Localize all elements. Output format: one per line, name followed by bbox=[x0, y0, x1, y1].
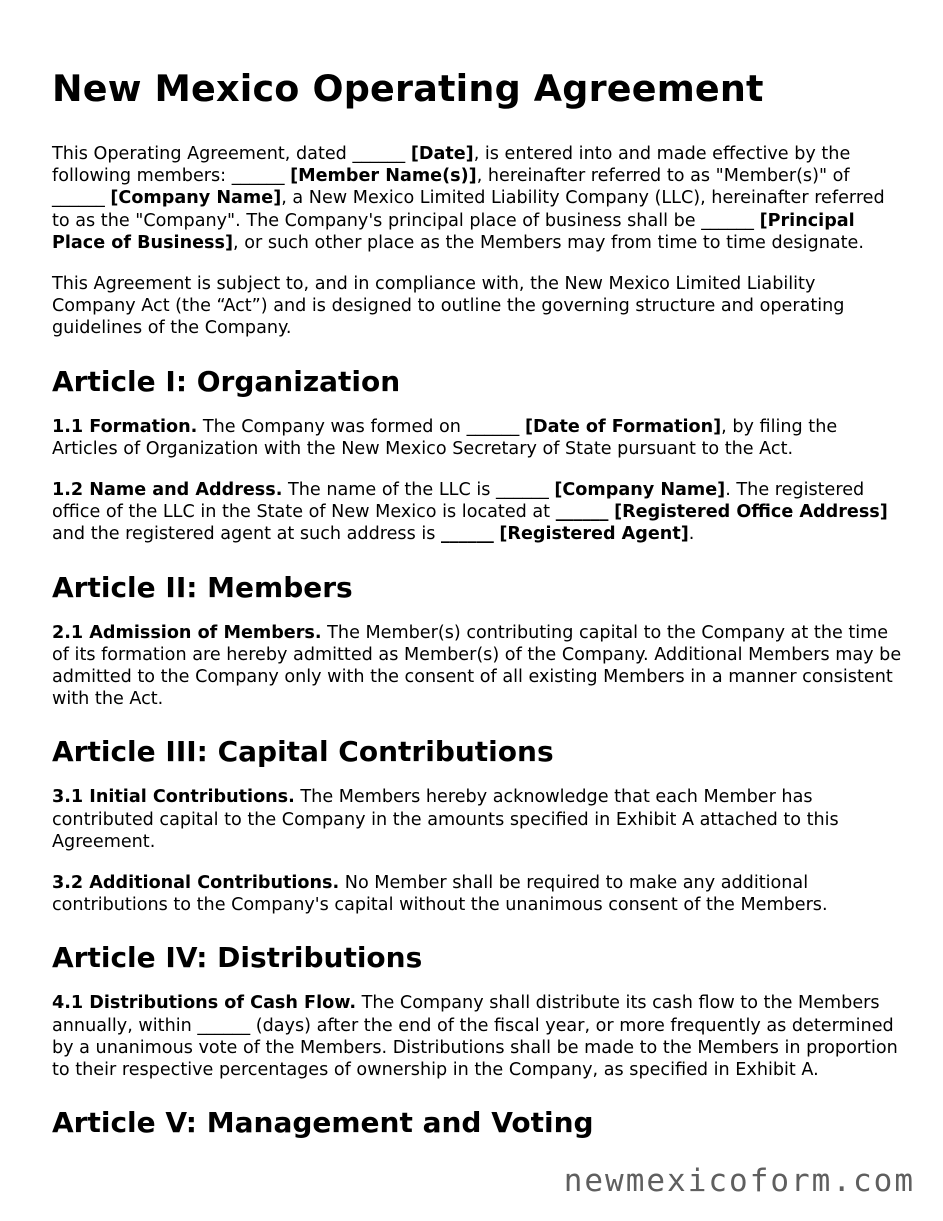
compliance-paragraph: This Agreement is subject to, and in compliance with, the New Mexico Limited Liability Company Act (the “Act”) and is designed to outline the governing structure and operating guidelines of the Company. bbox=[52, 274, 845, 339]
intro-paragraph: This Operating Agreement, dated ______ [Date], is entered into and made effective by the following members: ______ [Member Name(s)], hereinafter referred to as "Member(s)" of ______ [Company Name], a New Mexico Limited Liability Company (LLC), hereinafter referred to as the "Company". The Company's principal place of business shall be ______ [Principal Place of Business], or such other place as the Members may from time to time designate. bbox=[52, 144, 885, 253]
section-1-1: 1.1 Formation. The Company was formed on ______ [Date of Formation], by filing the Articles of Organization with the New Mexico Secretary of State pursuant to the Act. bbox=[52, 416, 838, 459]
section-4-1: 4.1 Distributions of Cash Flow. The Company shall distribute its cash flow to the Members annually, within ______ (days) after the end of the fiscal year, or more frequently as determined by a unanimous vote of the Members. Distributions shall be made to the Members in proportion to their respective percentages of ownership in the Company, as specified in Exhibit A. bbox=[52, 993, 898, 1081]
page-title: New Mexico Operating Agreement bbox=[52, 67, 764, 110]
watermark: newmexicoform.com bbox=[563, 1163, 915, 1199]
section-2-1: 2.1 Admission of Members. The Member(s) contributing capital to the Company at the time of its formation are hereby admitted as Member(s) of the Company. Additional Members may be admitted to the Company only with the consent of all existing Members in a manner consistent with the Act. bbox=[52, 622, 902, 710]
section-3-2: 3.2 Additional Contributions. No Member shall be required to make any additional contributions to the Company's capital without the unanimous consent of the Members. bbox=[52, 873, 828, 916]
article-2-heading: Article II: Members bbox=[52, 570, 353, 604]
section-3-1: 3.1 Initial Contributions. The Members hereby acknowledge that each Member has contributed capital to the Company in the amounts specified in Exhibit A attached to this Agreement. bbox=[52, 787, 839, 852]
article-1-heading: Article I: Organization bbox=[52, 364, 401, 398]
section-1-2: 1.2 Name and Address. The name of the LLC is ______ [Company Name]. The registered office of the LLC in the State of New Mexico is located at ______ [Registered Office Address] and the registered agent at such address is ______ [Registered Agent]. bbox=[52, 480, 888, 545]
document-body bbox=[52, 64, 902, 1140]
article-3-heading: Article III: Capital Contributions bbox=[52, 735, 554, 769]
article-5-heading: Article V: Management and Voting bbox=[52, 1106, 594, 1140]
article-4-heading: Article IV: Distributions bbox=[52, 941, 423, 975]
